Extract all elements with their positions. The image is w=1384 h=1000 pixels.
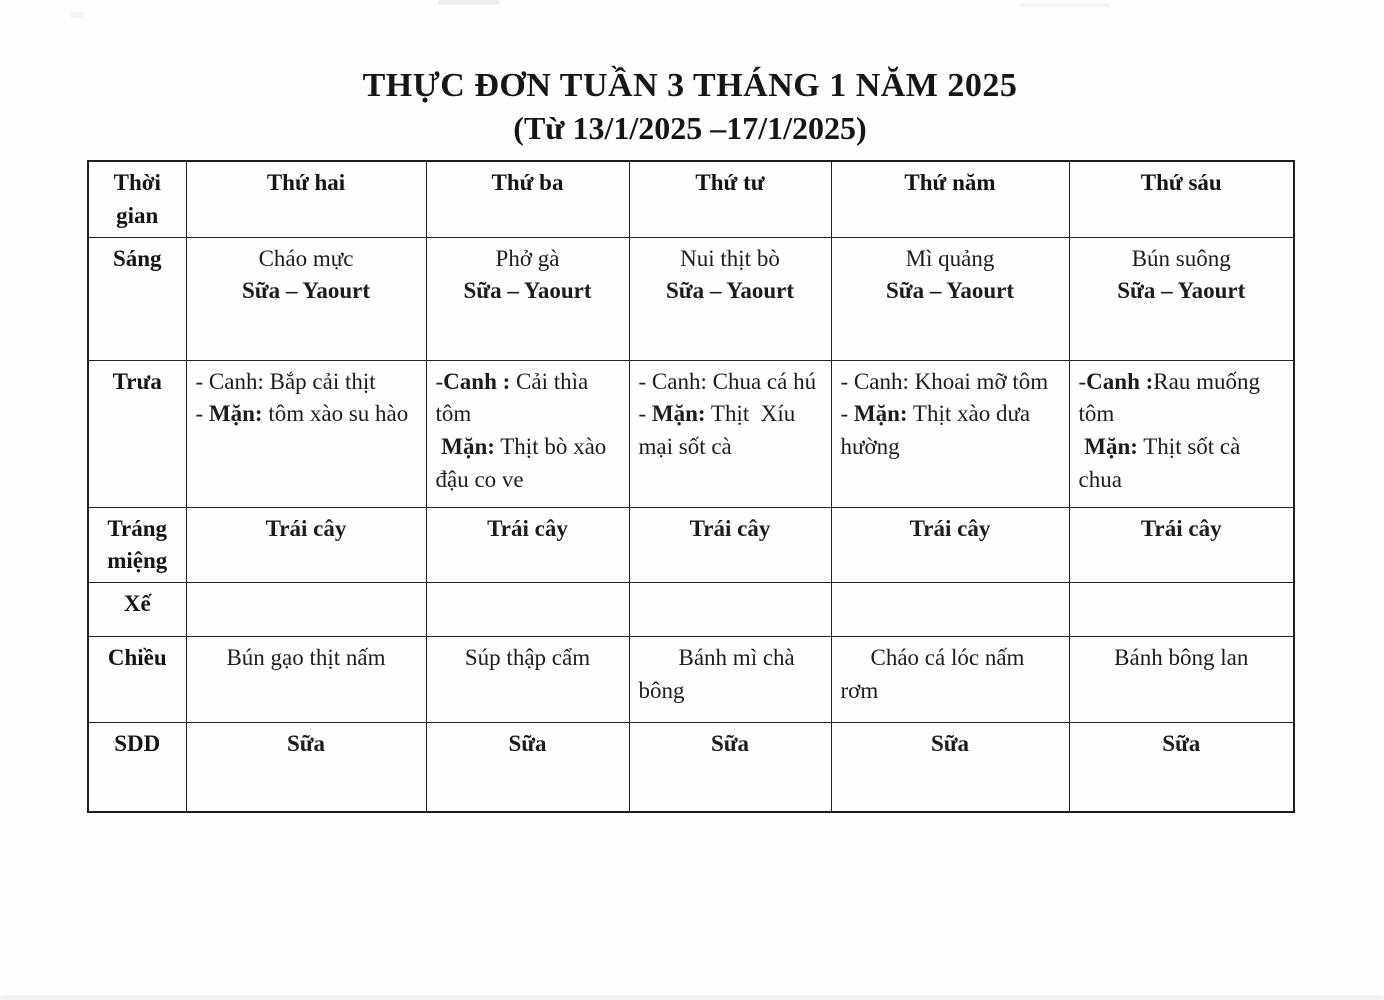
scan-artifact [70,12,84,18]
cell-xe-thu-tu [629,582,831,636]
row-label-trua: Trưa [88,360,186,507]
row-chieu [88,636,1294,722]
row-sdd [88,722,1294,812]
cell-sang-thu-nam: Mì quảng Sữa – Yaourt [831,237,1069,360]
row-xe [88,582,1294,636]
row-label-sdd: SDD [88,722,186,812]
row-label-xe: Xế [88,582,186,636]
cell-trua-thu-sau: -Canh :Rau muống tôm Mặn: Thịt sốt cà chua [1069,360,1294,507]
header-cell-thoi-gian: Thời gian [88,161,186,237]
cell-chieu-thu-sau: Bánh bông lan [1069,636,1294,722]
cell-trang-mieng-thu-ba: Trái cây [426,507,629,582]
cell-trang-mieng-thu-sau: Trái cây [1069,507,1294,582]
weekly-menu-table [87,160,1295,813]
header-row [88,161,1294,237]
cell-chieu-thu-tu: Bánh mì chà bông [629,636,831,722]
cell-sdd-thu-hai: Sữa [186,722,426,812]
cell-chieu-thu-hai: Bún gạo thịt nấm [186,636,426,722]
cell-trua-thu-nam: - Canh: Khoai mỡ tôm - Mặn: Thịt xào dưa hường [831,360,1069,507]
row-label-sang: Sáng [88,237,186,360]
header-cell-thu-nam: Thứ năm [831,161,1069,237]
cell-xe-thu-nam [831,582,1069,636]
document-sheet [87,0,1293,813]
header-cell-thu-tu: Thứ tư [629,161,831,237]
cell-trang-mieng-thu-tu: Trái cây [629,507,831,582]
row-label-chieu: Chiều [88,636,186,722]
cell-xe-thu-sau [1069,582,1294,636]
row-sang [88,237,1294,360]
cell-trang-mieng-thu-hai: Trái cây [186,507,426,582]
cell-trua-thu-tu: - Canh: Chua cá hú - Mặn: Thịt Xíu mại sốt cà [629,360,831,507]
cell-sang-thu-hai: Cháo mực Sữa – Yaourt [186,237,426,360]
cell-sang-thu-tu: Nui thịt bò Sữa – Yaourt [629,237,831,360]
cell-chieu-thu-nam: Cháo cá lóc nấm rơm [831,636,1069,722]
scan-artifact [0,995,1384,1000]
cell-sdd-thu-ba: Sữa [426,722,629,812]
header-cell-thu-ba: Thứ ba [426,161,629,237]
document-subtitle: (Từ 13/1/2025 –17/1/2025) [513,110,867,147]
cell-trua-thu-hai: - Canh: Bắp cải thịt - Mặn: tôm xào su hào [186,360,426,507]
row-trang-mieng [88,507,1294,582]
cell-sdd-thu-tu: Sữa [629,722,831,812]
cell-sang-thu-ba: Phở gà Sữa – Yaourt [426,237,629,360]
cell-xe-thu-ba [426,582,629,636]
header-cell-thu-sau: Thứ sáu [1069,161,1294,237]
cell-trua-thu-ba: -Canh : Cải thìa tôm Mặn: Thịt bò xào đậu co ve [426,360,629,507]
cell-trang-mieng-thu-nam: Trái cây [831,507,1069,582]
cell-sdd-thu-sau: Sữa [1069,722,1294,812]
row-trua [88,360,1294,507]
cell-xe-thu-hai [186,582,426,636]
document-title: THỰC ĐƠN TUẦN 3 THÁNG 1 NĂM 2025 [362,67,1018,104]
cell-sdd-thu-nam: Sữa [831,722,1069,812]
cell-sang-thu-sau: Bún suông Sữa – Yaourt [1069,237,1294,360]
cell-chieu-thu-ba: Súp thập cẩm [426,636,629,722]
header-cell-thu-hai: Thứ hai [186,161,426,237]
row-label-trang-mieng: Tráng miệng [88,507,186,582]
